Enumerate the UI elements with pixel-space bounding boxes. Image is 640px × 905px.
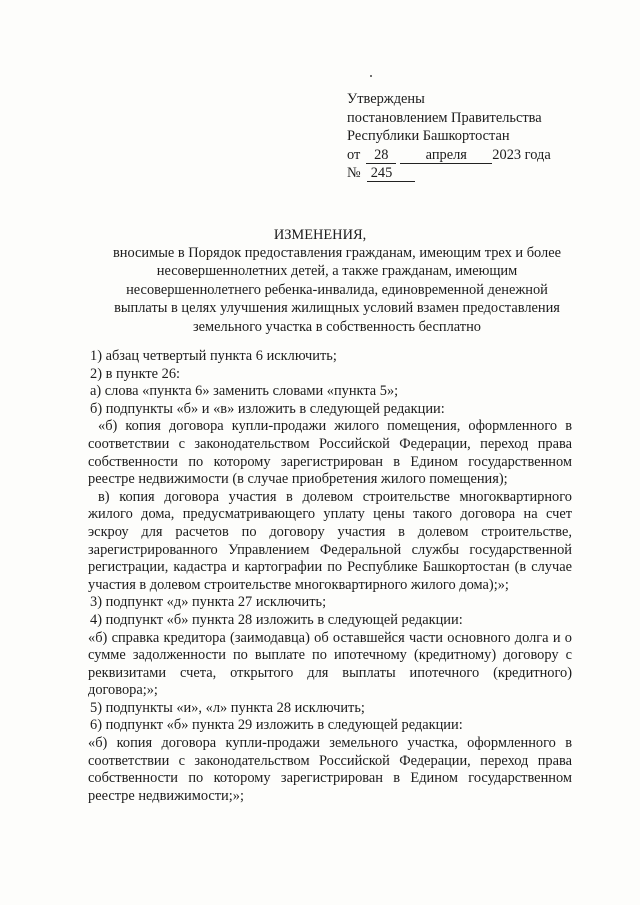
document-body [88, 348, 572, 805]
document-title: ИЗМЕНЕНИЯ, [273, 227, 367, 243]
quote-4-b: «б) справка кредитора (заимодавца) об оставшейся части основного долга и о сумме задолженности по выплате по ипотечному (кредитному) договору с реквизитами счета, открытого для выплаты ипотечного (кредитного) договора;»; [88, 629, 572, 699]
date-month: апреля [400, 148, 492, 164]
date-day: 28 [366, 148, 396, 164]
quote-2b-v: в) копия договора участия в долевом строительстве многоквартирного жилого дома, предусматривающего уплату цены такого договора на счет эскроу для расчетов по договору участия в долевом строительстве, зарегистрированного Управлением Федеральной службы государственной регистрации, кадастра и картографии по Республике Башкортостан (в случае участия в долевом строительстве многоквартирного жилого дома);»; [88, 488, 572, 593]
paragraph-2a: а) слова «пункта 6» заменить словами «пункта 5»; [90, 383, 399, 400]
paragraph-2: 2) в пункте 26: [90, 365, 181, 382]
paragraph-5: 5) подпункты «и», «л» пункта 28 исключить; [90, 699, 365, 716]
date-year: 2023 года [492, 146, 551, 163]
quote-2b-b: «б) копия договора купли-продажи жилого помещения, оформленного в соответствии с законодательством Российской Федерации, переход права собственности по которому зарегистрирован в Едином государственном реестре недвижимости (в случае приобретения жилого помещения); [88, 418, 572, 488]
approval-line-2: постановлением Правительства [347, 109, 542, 126]
number-value: 245 [367, 166, 415, 182]
quote-6-b: «б) копия договора купли-продажи земельного участка, оформленного в соответствии с законодательством Российской Федерации, переход права собственности по которому зарегистрирован в Едином государственном реестре недвижимости;»; [88, 735, 572, 804]
paragraph-3: 3) подпункт «д» пункта 27 исключить; [90, 594, 327, 611]
approval-line-3: Республики Башкортостан [347, 128, 510, 145]
paragraph-4: 4) подпункт «б» пункта 28 изложить в следующей редакции: [90, 611, 463, 628]
paragraph-1: 1) абзац четвертый пункта 6 исключить; [90, 348, 337, 364]
scan-speck [370, 75, 372, 77]
number-prefix: № [347, 165, 361, 182]
approval-date [347, 146, 551, 165]
paragraph-2b: б) подпункты «б» и «в» изложить в следующей редакции: [90, 400, 445, 417]
document-subtitle: вносимые в Порядок предоставления гражданам, имеющим трех и более несовершеннолетних детей, а также гражданам, имеющим несовершеннолетнего ребенка-инвалида, единовременной денежной выплаты в целях улучшения жилищных условий взамен предоставления земельного участка в собственность бесплатно [113, 245, 561, 335]
paragraph-6: 6) подпункт «б» пункта 29 изложить в следующей редакции: [90, 717, 463, 734]
approval-line-1: Утверждены [347, 91, 425, 107]
approval-number [347, 164, 551, 183]
approval-block [347, 90, 551, 183]
date-prefix: от [347, 146, 361, 163]
